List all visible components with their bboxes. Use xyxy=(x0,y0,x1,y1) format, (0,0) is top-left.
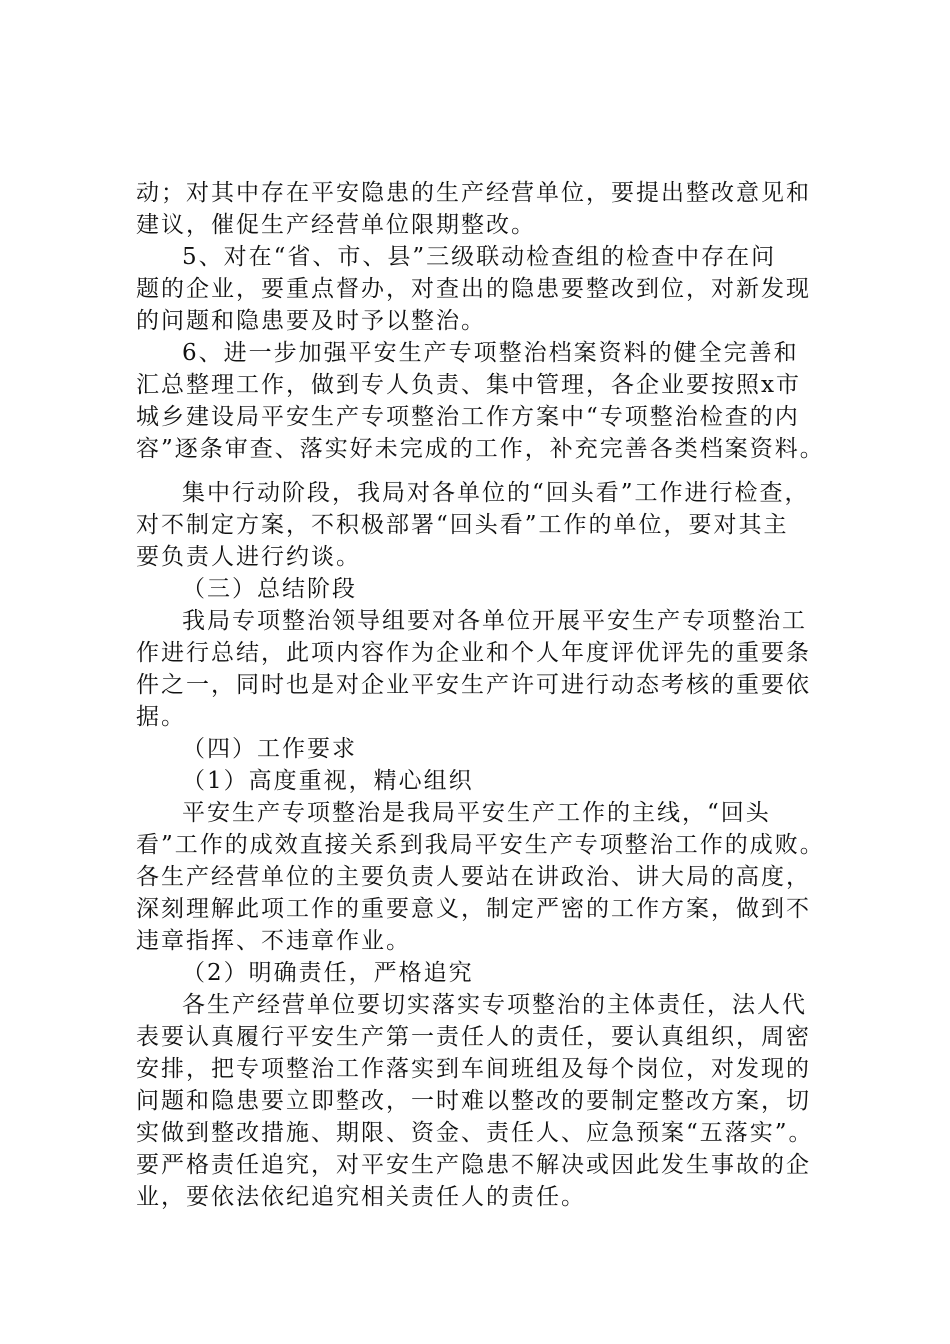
text-line: 据。 xyxy=(136,704,186,730)
text-line: 汇总整理工作，做到专人负责、集中管理，各企业要按照x市 xyxy=(136,372,801,398)
text-line: 要负责人进行约谈。 xyxy=(136,544,361,570)
text-line: 我局专项整治领导组要对各单位开展平安生产专项整治工 xyxy=(182,608,807,634)
text-line: 要严格责任追究，对平安生产隐患不解决或因此发生事故的企 xyxy=(136,1152,811,1178)
text-line: 城乡建设局平安生产专项整治工作方案中“专项整治检查的内 xyxy=(136,404,800,430)
text-line: 各生产经营单位的主要负责人要站在讲政治、讲大局的高度， xyxy=(136,864,811,890)
text-line: 动；对其中存在平安隐患的生产经营单位，要提出整改意见和 xyxy=(136,180,811,206)
section-heading: （三）总结阶段 xyxy=(182,576,357,602)
text-line: 深刻理解此项工作的重要意义，制定严密的工作方案，做到不 xyxy=(136,896,811,922)
text-line: 实做到整改措施、期限、资金、责任人、应急预案“五落实”。 xyxy=(136,1120,814,1146)
text-line: 对不制定方案，不积极部署“回头看”工作的单位，要对其主 xyxy=(136,512,789,538)
text-line: 平安生产专项整治是我局平安生产工作的主线，“回头 xyxy=(182,800,771,826)
text-line: 作进行总结，此项内容作为企业和个人年度评优评先的重要条 xyxy=(136,640,811,666)
text-line: 业，要依法依纪追究相关责任人的责任。 xyxy=(136,1184,586,1210)
text-line: 表要认真履行平安生产第一责任人的责任，要认真组织，周密 xyxy=(136,1024,811,1050)
text-line: 违章指挥、不违章作业。 xyxy=(136,928,411,954)
sub-heading: （1）高度重视，精心组织 xyxy=(182,768,474,794)
text-line: 的问题和隐患要及时予以整治。 xyxy=(136,308,486,334)
text-line: 问题和隐患要立即整改，一时难以整改的要制定整改方案，切 xyxy=(136,1088,811,1114)
text-line: 集中行动阶段，我局对各单位的“回头看”工作进行检查， xyxy=(182,480,810,506)
text-line: 看”工作的成效直接关系到我局平安生产专项整治工作的成败。 xyxy=(136,832,825,858)
text-line: 建议，催促生产经营单位限期整改。 xyxy=(136,212,536,238)
text-line: 6、进一步加强平安生产专项整治档案资料的健全完善和 xyxy=(182,340,799,366)
text-line: 各生产经营单位要切实落实专项整治的主体责任，法人代 xyxy=(182,992,807,1018)
text-line: 容”逐条审查、落实好未完成的工作，补充完善各类档案资料。 xyxy=(136,436,825,462)
text-line: 安排，把专项整治工作落实到车间班组及每个岗位，对发现的 xyxy=(136,1056,811,1082)
text-block-lower xyxy=(136,477,826,1213)
sub-heading: （2）明确责任，严格追究 xyxy=(182,960,474,986)
text-line: 题的企业，要重点督办，对查出的隐患要整改到位，对新发现 xyxy=(136,276,811,302)
text-block-upper xyxy=(136,177,826,465)
section-heading: （四）工作要求 xyxy=(182,736,357,762)
text-line: 件之一，同时也是对企业平安生产许可进行动态考核的重要依 xyxy=(136,672,811,698)
text-line: 5、对在“省、市、县”三级联动检查组的检查中存在问 xyxy=(182,244,777,270)
